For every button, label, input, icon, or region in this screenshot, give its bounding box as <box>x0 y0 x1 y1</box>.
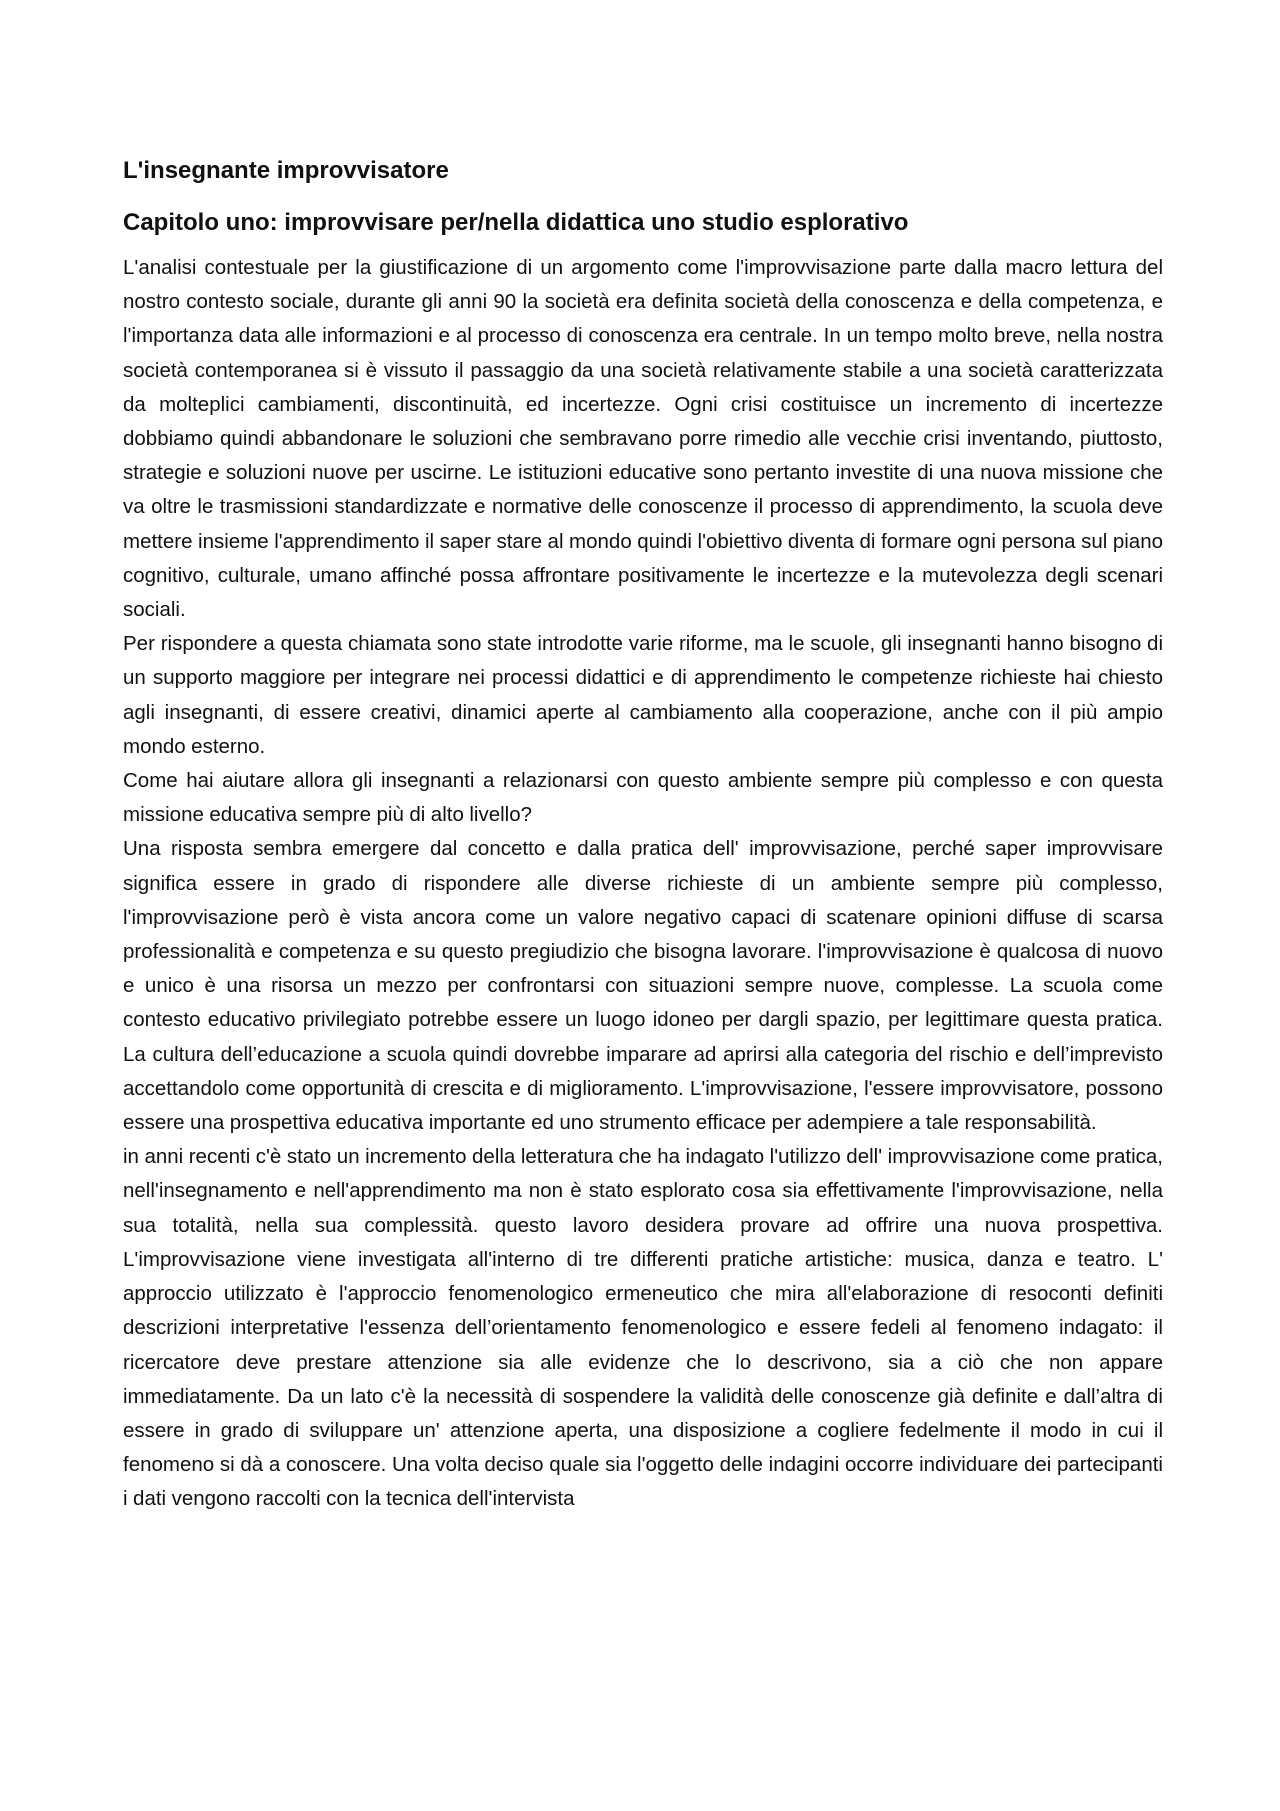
paragraph-2: Per rispondere a questa chiamata sono state introdotte varie riforme, ma le scuole, gli insegnanti hanno bisogno di un supporto maggiore per integrare nei processi didattici e di apprendimento le competenze richieste hai chiesto agli insegnanti, di essere creativi, dinamici aperte al cambiamento alla cooperazione, anche con il più ampio mondo esterno. <box>123 632 1163 758</box>
paragraph-3: Come hai aiutare allora gli insegnanti a relazionarsi con questo ambiente sempre più complesso e con questa missione educativa sempre più di alto livello? <box>123 769 1163 827</box>
paragraph-1: L'analisi contestuale per la giustificazione di un argomento come l'improvvisazione parte dalla macro lettura del nostro contesto sociale, durante gli anni 90 la società era definita società della conoscenza e della competenza, e l'importanza data alle informazioni e al processo di conoscenza era centrale. In un tempo molto breve, nella nostra società contemporanea si è vissuto il passaggio da una società relativamente stabile a una società caratterizzata da molteplici cambiamenti, discontinuità, ed incertezze. Ogni crisi costituisce un incremento di incertezze dobbiamo quindi abbandonare le soluzioni che sembravano porre rimedio alle vecchie crisi inventando, piuttosto, strategie e soluzioni nuove per uscirne. Le istituzioni educative sono pertanto investite di una nuova missione che va oltre le trasmissioni standardizzate e normative delle conoscenze il processo di apprendimento, la scuola deve mettere insieme l'apprendimento il saper stare al mondo quindi l'obiettivo diventa di formare ogni persona sul piano cognitivo, culturale, umano affinché possa affrontare positivamente le incertezze e la mutevolezza degli scenari sociali. <box>123 256 1163 622</box>
document-title: L'insegnante improvvisatore <box>123 157 449 184</box>
paragraph-5: in anni recenti c'è stato un incremento della letteratura che ha indagato l'utilizzo dell' improvvisazione come pratica, nell'insegnamento e nell'apprendimento ma non è stato esplorato cosa sia effettivamente l'improvvisazione, nella sua totalità, nella sua complessità. questo lavoro desidera provare ad offrire una nuova prospettiva. L'improvvisazione viene investigata all'interno di tre differenti pratiche artistiche: musica, danza e teatro. L' approccio utilizzato è l'approccio fenomenologico ermeneutico che mira all'elaborazione di resoconti definiti descrizioni interpretative l'essenza dell’orientamento fenomenologico e essere fedeli al fenomeno indagato: il ricercatore deve prestare attenzione sia alle evidenze che lo descrivono, sia a ciò che non appare immediatamente. Da un lato c'è la necessità di sospendere la validità delle conoscenze già definite e dall’altra di essere in grado di sviluppare un' attenzione aperta, una disposizione a cogliere fedelmente il modo in cui il fenomeno si dà a conoscere. Una volta deciso quale sia l'oggetto delle indagini occorre individuare dei partecipanti i dati vengono raccolti con la tecnica dell'intervista <box>123 1145 1163 1511</box>
chapter-title: Capitolo uno: improvvisare per/nella didattica uno studio esplorativo <box>123 209 909 236</box>
document-body <box>123 155 1163 1517</box>
paragraph-4: Una risposta sembra emergere dal concetto e dalla pratica dell' improvvisazione, perché saper improvvisare significa essere in grado di rispondere alle diverse richieste di un ambiente sempre più complesso, l'improvvisazione però è vista ancora come un valore negativo capaci di scatenare opinioni diffuse di scarsa professionalità e competenza e su questo pregiudizio che bisogna lavorare. l'improvvisazione è qualcosa di nuovo e unico è una risorsa un mezzo per confrontarsi con situazioni sempre nuove, complesse. La scuola come contesto educativo privilegiato potrebbe essere un luogo idoneo per dargli spazio, per legittimare questa pratica. La cultura dell’educazione a scuola quindi dovrebbe imparare ad aprirsi alla categoria del rischio e dell’imprevisto accettandolo come opportunità di crescita e di miglioramento. L'improvvisazione, l'essere improvvisatore, possono essere una prospettiva educativa importante ed uno strumento efficace per adempiere a tale responsabilità. <box>123 837 1163 1135</box>
